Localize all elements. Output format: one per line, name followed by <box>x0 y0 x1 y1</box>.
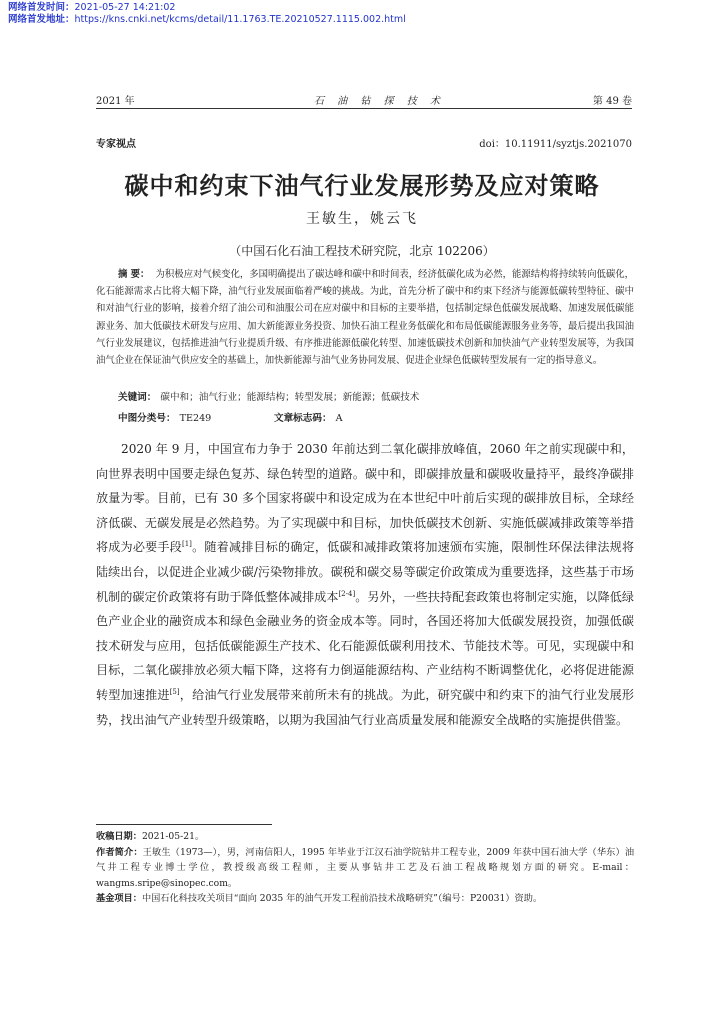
affiliation: （中国石化石油工程技术研究院，北京 102206） <box>229 244 495 258</box>
abstract <box>96 266 634 369</box>
cnki-publish-time <box>8 2 175 14</box>
doi: doi：10.11911/syztjs.2021070 <box>479 139 632 150</box>
clc-label: 中图分类号： <box>118 413 176 424</box>
citation-ref[interactable]: [2-4] <box>338 589 356 598</box>
body-paragraph <box>96 437 634 732</box>
header-volume: 第 49 卷 <box>592 96 632 107</box>
body-text-part: 。另外，一些扶持配套政策也将制定实施，以降低绿色产业企业的融资成本和绿色金融业务的资金成本等。同时，各国还将加大低碳发展投资，加强低碳技术研发与应用，包括低碳能源生产技术、化石能源低碳利用技术、节能技术等。可见，实现碳中和目标，二氧化碳排放必须大幅下降，这将有力倒逼能源结构、产业结构不断调整优化，必将促进能源转型加速推进 <box>96 589 634 702</box>
clc-value: TE249 <box>179 413 212 424</box>
fund-project <box>96 891 634 907</box>
body-text-part: 2020 年 9 月，中国宣布力争于 2030 年前达到二氧化碳排放峰值，2060 年之前实现碳中和，向世界表明中国要走绿色复苏、绿色转型的道路。碳中和，即碳排放量和碳吸收量持平，最终净碳排放量为零。目前，已有 30 多个国家将碳中和设定成为在本世纪中叶前后实现的碳排放目标，全球经济低碳、无碳发展是必然趋势。为了实现碳中和目标，加快低碳技术创新、实施低碳减排政策等举措将成为必要手段 <box>96 442 634 555</box>
column-label: 专家视点 <box>96 139 136 150</box>
document-code <box>274 410 343 424</box>
author-bio <box>96 845 634 892</box>
cnki-time-label: 网络首发时间： <box>8 2 75 13</box>
header-journal: 石 油 钻 探 技 术 <box>314 96 445 107</box>
keywords-label: 关键词： <box>118 392 157 403</box>
fund-label: 基金项目： <box>96 893 142 905</box>
header-rule <box>96 108 632 109</box>
body-text-part: 。随着减排目标的确定，低碳和减排政策将加速颁布实施，限制性环保法律法规将陆续出台，以促进企业减少碳/污染物排放。碳税和碳交易等碳定价政策成为重要选择，这些基于市场机制的碳定价政策将有助于降低整体减排成本 <box>96 540 634 604</box>
authors: 王敏生，姚云飞 <box>306 211 418 227</box>
citation-ref[interactable]: [5] <box>169 687 180 696</box>
clc-number <box>118 410 211 424</box>
abstract-text: 为积极应对气候变化，多国明确提出了碳达峰和碳中和时间表，经济低碳化成为必然，能源结构将持续转向低碳化，化石能源需求占比将大幅下降，油气行业发展面临着严峻的挑战。为此，首先分析了碳中和约束下经济与能源低碳转型特征、碳中和对油气行业的影响，接着介绍了油公司和油服公司在应对碳中和目标的主要举措，包括制定绿色低碳发展战略、加速发展低碳能源业务、加大低碳技术研发与应用、加大新能源业务投资、加快石油工程业务低碳化和布局低碳能源服务业务等，最后提出我国油气行业发展建议，包括推进油气行业提质升级、有序推进能源低碳化转型、加速低碳技术创新和加快油气产业转型发展等，为我国油气企业在保证油气供应安全的基础上，加快新能源与油气业务协同发展、促进企业绿色低碳转型发展有一定的指导意义。 <box>96 269 635 367</box>
received-value: 2021-05-21。 <box>141 831 205 842</box>
running-header <box>96 92 632 106</box>
received-label: 收稿日期： <box>96 831 142 842</box>
footnote-rule <box>96 824 272 825</box>
citation-ref[interactable]: [1] <box>181 540 192 549</box>
footnotes <box>96 829 634 907</box>
received-date <box>96 829 634 845</box>
cnki-publish-url <box>8 14 406 26</box>
doc-code-label: 文章标志码： <box>274 413 332 424</box>
author-bio-text: 王敏生（1973—），男，河南信阳人，1995 年毕业于江汉石油学院钻井工程专业，2009 年获中国石油大学（华东）油气井工程专业博士学位，教授级高级工程师，主要从事钻井工艺及石油工程战略规划方面的研究。E-mail：wangms.sripe@sinopec.com。 <box>96 846 635 889</box>
keywords <box>118 389 419 403</box>
doc-code-value: A <box>335 413 343 424</box>
author-bio-label: 作者简介： <box>96 846 143 858</box>
fund-text: 中国石化科技攻关项目“面向 2035 年的油气开发工程前沿技术战略研究”（编号：P20031）资助。 <box>141 893 543 905</box>
cnki-url-link[interactable]: https://kns.cnki.net/kcms/detail/11.1763.TE.20210527.1115.002.html <box>74 14 406 25</box>
article-title: 碳中和约束下油气行业发展形势及应对策略 <box>124 172 600 200</box>
body-text-part: ，给油气行业发展带来前所未有的挑战。为此，研究碳中和约束下的油气行业发展形势，找出油气产业转型升级策略，以期为我国油气行业高质量发展和能源安全战略的实施提供借鉴。 <box>96 687 634 727</box>
cnki-time-value: 2021-05-27 14:21:02 <box>74 2 176 13</box>
cnki-url-label: 网络首发地址： <box>8 14 75 25</box>
abstract-label: 摘 要： <box>118 269 150 280</box>
header-year: 2021 年 <box>96 96 135 107</box>
keywords-text: 碳中和；油气行业；能源结构；转型发展；新能源；低碳技术 <box>160 392 420 403</box>
